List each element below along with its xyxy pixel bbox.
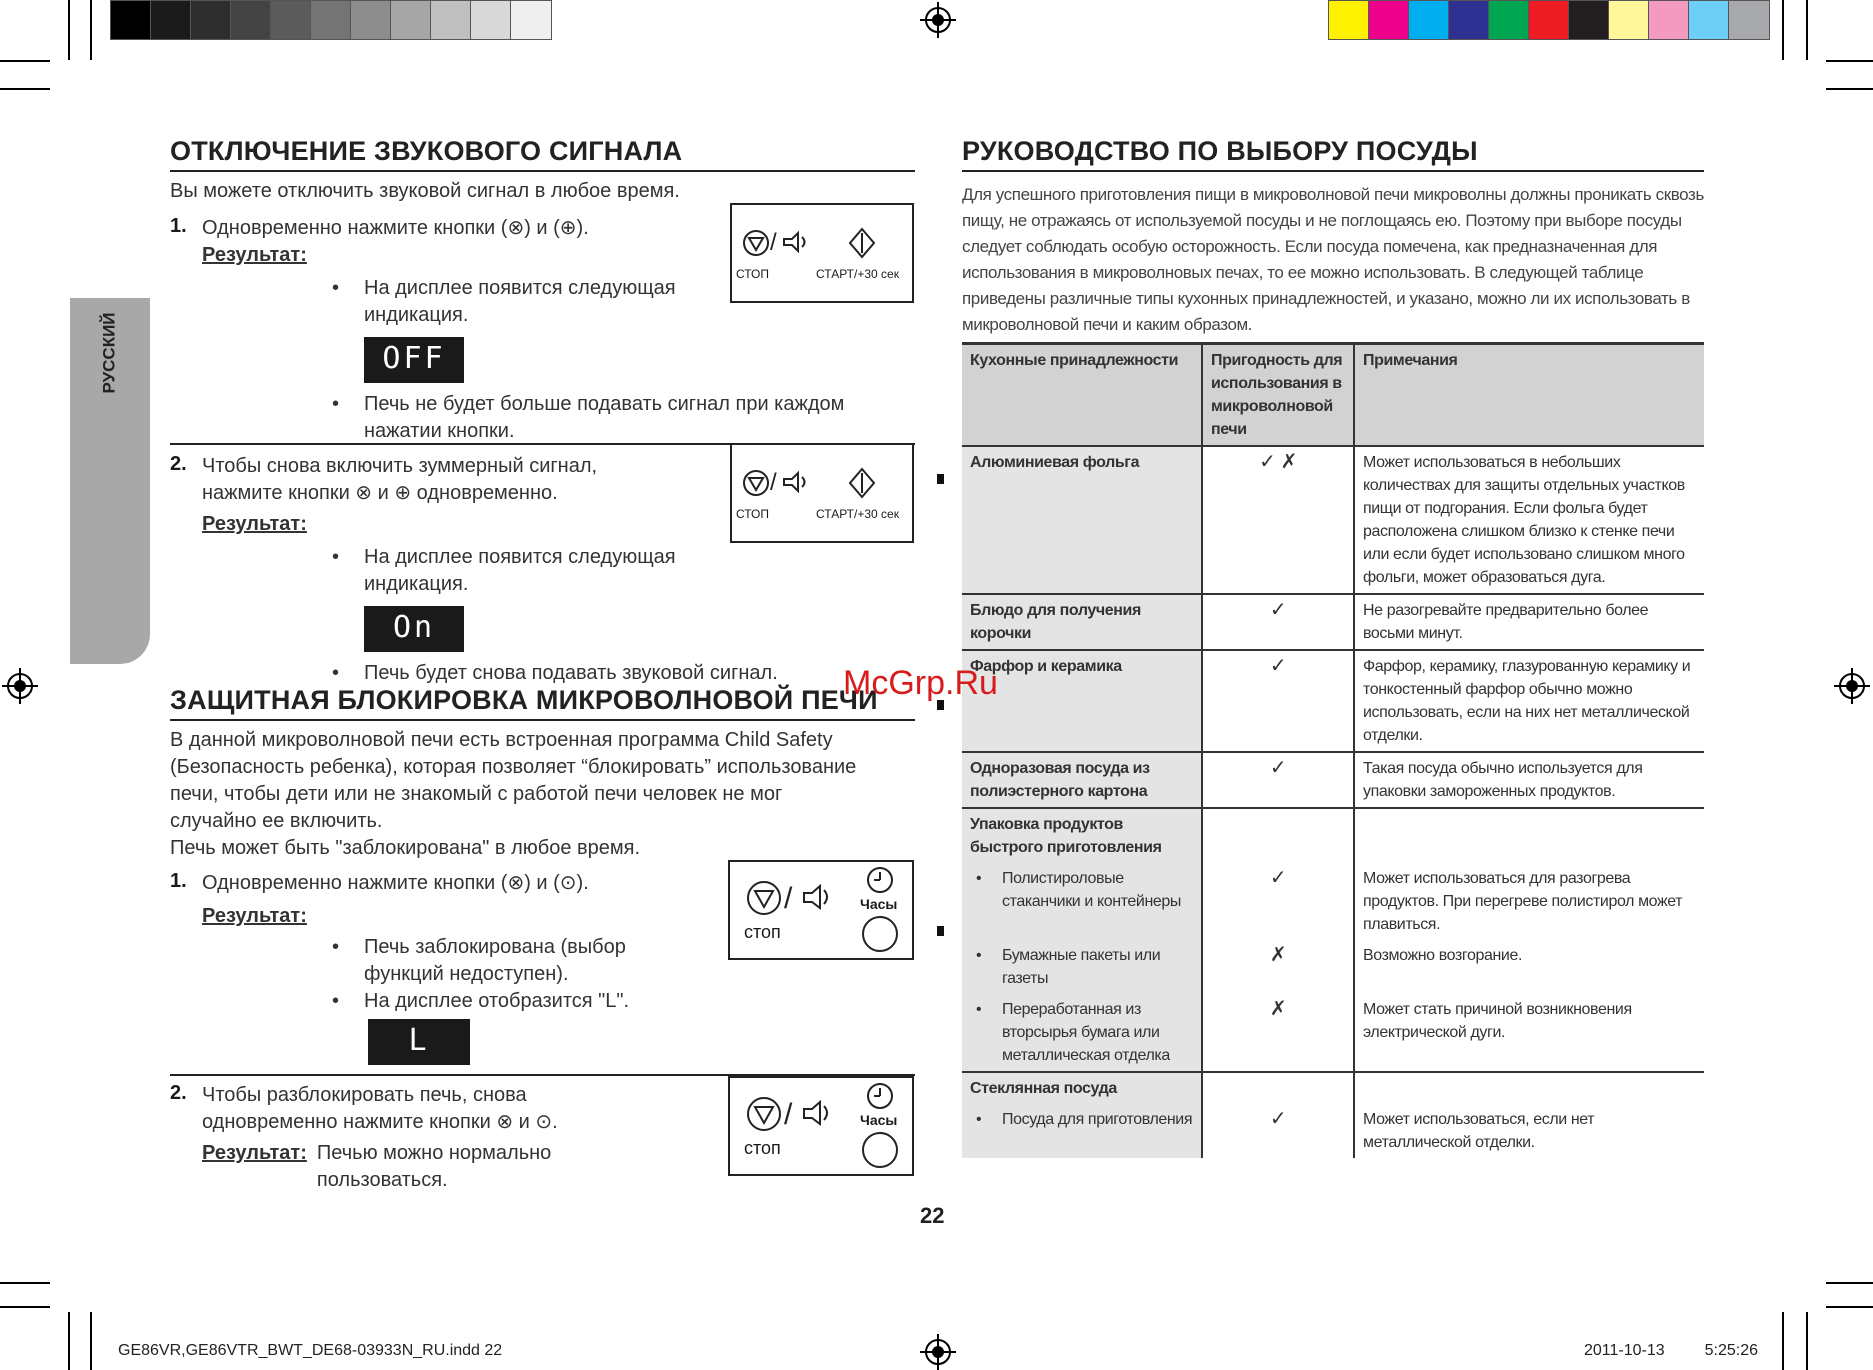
table-cell-item: Блюдо для получения корочки (962, 594, 1202, 650)
table-cell-note: Может использоваться в небольших количествах для защиты отдельных участков пищи от подгорания. Если фольга будет расположена слишком близко к стенке печи или если будет использовано слишком много фольги, может образоваться дуга. (1354, 446, 1704, 594)
footer-date: 2011-10-13 (1584, 1342, 1665, 1359)
table-cell-item: Упаковка продуктов быстрого приготовления (962, 808, 1202, 863)
result-bullet: • Печь заблокирована (выбор функций недоступен). (332, 934, 692, 988)
crop-mark (90, 1312, 92, 1370)
footer-filename: GE86VR,GE86VTR_BWT_DE68-03933N_RU.indd 22 (118, 1342, 503, 1359)
section-title-cookware: РУКОВОДСТВО ПО ВЫБОРУ ПОСУДЫ (962, 136, 1704, 172)
table-row (962, 940, 1704, 994)
column-marker (937, 474, 944, 484)
color-swatch (1729, 1, 1769, 39)
crop-mark (1782, 0, 1784, 60)
mute-speaker-icon (804, 1102, 827, 1124)
clock-button-icon (863, 1133, 897, 1167)
color-swatch (1529, 1, 1569, 39)
stop-button-icon (744, 231, 768, 255)
table-cell-item: Фарфор и керамика (962, 650, 1202, 752)
table-cell-note: Не разогревайте предварительно более восьми минут. (1354, 594, 1704, 650)
start-label: СТАРТ/+30 сек (816, 267, 899, 281)
start-button-icon (850, 469, 874, 497)
display-indicator (368, 1019, 915, 1065)
table-cell-subitem: • Посуда для приготовления (970, 1108, 1193, 1131)
left-column (170, 136, 915, 1191)
footer-time: 5:25:26 (1704, 1342, 1759, 1359)
table-cell-suitability: ✓ (1202, 863, 1354, 940)
color-swatch (1489, 1, 1529, 39)
step-text: Одновременно нажмите кнопки (⊗) и (⊙). (202, 872, 589, 894)
language-side-tab (70, 298, 150, 664)
color-swatch (111, 1, 151, 39)
color-bar (1328, 0, 1770, 40)
column-marker (937, 926, 944, 936)
crop-mark (1806, 0, 1808, 60)
table-cell-note: Может использоваться для разогрева продуктов. При перегреве полистирол может плавиться. (1363, 870, 1683, 933)
table-cell-item: Алюминиевая фольга (962, 446, 1202, 594)
clock-label: Часы (860, 1112, 898, 1128)
table-header: Кухонные принадлежности (962, 344, 1202, 447)
stop-start-panel (730, 203, 914, 303)
result-bullet: • На дисплее отобразится "L". (332, 988, 732, 1015)
crop-mark (0, 88, 50, 90)
table-row (962, 650, 1704, 752)
step-text: Чтобы разблокировать печь, снова одновременно нажмите кнопки ⊗ и ⊙. (202, 1084, 558, 1133)
clock-icon (868, 1084, 892, 1108)
lcd-display: L (368, 1019, 470, 1065)
start-label: СТАРТ/+30 сек (816, 507, 899, 521)
sound-off-step-1 (170, 215, 915, 442)
table-cell-item: Стеклянная посуда (962, 1072, 1202, 1104)
lcd-display: OFF (364, 337, 464, 383)
color-swatch (1609, 1, 1649, 39)
crop-mark (90, 0, 92, 60)
result-label: Результат: (202, 513, 307, 535)
table-cell-suitability: ✓ ✗ (1202, 446, 1354, 594)
start-button-icon (850, 229, 874, 257)
display-indicator (364, 606, 915, 652)
table-cell-suitability: ✓ (1202, 594, 1354, 650)
color-swatch (311, 1, 351, 39)
color-swatch (191, 1, 231, 39)
child-lock-intro-2: Печь может быть "заблокирована" в любое время. (170, 837, 640, 859)
sound-off-step-2 (170, 453, 915, 684)
crop-mark (0, 1306, 50, 1308)
stop-button-icon (748, 1098, 780, 1130)
svg-text:/: / (770, 229, 777, 256)
crop-mark (1806, 1312, 1808, 1370)
table-cell-suitability: ✓ (1202, 650, 1354, 752)
table-row (962, 994, 1704, 1072)
stop-start-panel (730, 443, 914, 543)
step-text: Одновременно нажмите кнопки (⊗) и (⊕). (202, 217, 589, 239)
color-swatch (1329, 1, 1369, 39)
clock-button-icon (863, 917, 897, 951)
stop-label: стоп (744, 1138, 781, 1158)
table-row (962, 863, 1704, 940)
table-cell-note: Может стать причиной возникновения электрической дуги. (1354, 994, 1704, 1072)
table-row (962, 1072, 1704, 1104)
table-cell-suitability: ✓ (1202, 1104, 1354, 1158)
table-row (962, 752, 1704, 808)
color-swatch (151, 1, 191, 39)
cookware-table (962, 342, 1704, 1158)
crop-mark (0, 60, 50, 62)
clock-label: Часы (860, 896, 898, 912)
crop-mark (1826, 60, 1873, 62)
watermark: McGrp.Ru (843, 664, 998, 702)
color-swatch (231, 1, 271, 39)
table-cell-note: Может использоваться, если нет металлической отделки. (1363, 1111, 1595, 1151)
result-bullet: • На дисплее появится следующая индикация. (332, 544, 732, 598)
crop-mark (1826, 1282, 1873, 1284)
color-swatch (471, 1, 511, 39)
table-cell-note: Фарфор, керамику, глазурованную керамику и тонкостенный фарфор обычно можно использовать, если на них нет металлической отделки. (1354, 650, 1704, 752)
result-bullet: • На дисплее появится следующая индикация. (332, 275, 732, 329)
stop-label: СТОП (736, 267, 770, 281)
stop-label: СТОП (736, 507, 770, 521)
crop-mark (0, 1282, 50, 1284)
table-cell-note: Возможно возгорание. (1363, 947, 1523, 964)
mute-speaker-icon (804, 886, 827, 908)
section-title-child-lock: ЗАЩИТНАЯ БЛОКИРОВКА МИКРОВОЛНОВОЙ ПЕЧИ (170, 685, 915, 721)
table-header-row (962, 344, 1704, 447)
step-number: 2. (170, 1082, 187, 1104)
display-indicator (364, 337, 915, 383)
lcd-display: On (364, 606, 464, 652)
registration-mark-icon (2, 668, 38, 704)
crop-mark (68, 1312, 70, 1370)
right-column (962, 136, 1704, 338)
color-swatch (431, 1, 471, 39)
result-text: Печью можно нормально пользоваться. (316, 1142, 552, 1191)
crop-mark (1782, 1312, 1784, 1370)
color-swatch (511, 1, 551, 39)
color-swatch (1449, 1, 1489, 39)
stop-clock-panel (728, 860, 914, 960)
color-swatch (351, 1, 391, 39)
color-swatch (1689, 1, 1729, 39)
mute-speaker-icon (784, 233, 805, 251)
result-label: Результат: (202, 244, 307, 266)
step-number: 2. (170, 453, 187, 475)
section-title-sound-off: ОТКЛЮЧЕНИЕ ЗВУКОВОГО СИГНАЛА (170, 136, 915, 172)
table-row (962, 594, 1704, 650)
color-swatch (391, 1, 431, 39)
child-lock-step-2 (170, 1082, 915, 1191)
table-cell-suitability: ✗ (1202, 940, 1354, 994)
table-row (962, 1104, 1704, 1158)
table-header: Примечания (1354, 344, 1704, 447)
registration-mark-icon (920, 2, 956, 38)
svg-text:/: / (784, 882, 793, 915)
table-cell-subitem: • Переработанная из вторсырья бумага или металлическая отделка (970, 998, 1193, 1067)
table-header: Пригодность для использования в микроволновой печи (1202, 344, 1354, 447)
svg-text:/: / (784, 1098, 793, 1131)
registration-mark-icon (1834, 668, 1870, 704)
grayscale-bar (110, 0, 552, 40)
cookware-intro: Для успешного приготовления пищи в микроволновой печи микроволны должны проникать сквозь пищу, не отражаясь от используемой посуды и не поглощаясь ею. Поэтому при выборе посуды следует соблюдать особую осторожность. Если посуда помечена, как предназначенная для использования в микроволновых печах, то ее можно использовать. В следующей таблице приведены различные типы кухонных принадлежностей, и указано, можно ли их использовать в микроволновой печи и каким образом. (962, 185, 1704, 334)
table-cell-subitem: • Бумажные пакеты или газеты (970, 944, 1193, 990)
sound-off-intro: Вы можете отключить звуковой сигнал в любое время. (170, 180, 680, 202)
stop-label: стоп (744, 922, 781, 942)
clock-icon (868, 868, 892, 892)
table-cell-note: Такая посуда обычно используется для упаковки замороженных продуктов. (1354, 752, 1704, 808)
registration-mark-icon (920, 1334, 956, 1370)
table-cell-item: Одноразовая посуда из полиэстерного картона (962, 752, 1202, 808)
language-tab-label: РУССКИЙ (100, 312, 119, 394)
table-cell-suitability: ✗ (1202, 994, 1354, 1072)
svg-text:/: / (770, 469, 777, 496)
step-text: Чтобы снова включить зуммерный сигнал, нажмите кнопки ⊗ и ⊕ одновременно. (202, 455, 598, 504)
child-lock-intro: В данной микроволновой печи есть встроенная программа Child Safety (Безопасность ребенка), которая позволяет “блокировать” использование печи, чтобы дети или не знакомый с работой печи человек не мог случайно ее включить. (170, 729, 857, 832)
footer-timestamp (1584, 1342, 1758, 1360)
result-bullet: • Печь будет снова подавать звуковой сигнал. (332, 660, 902, 687)
child-lock-step-1 (170, 870, 915, 1062)
result-bullet: • Печь не будет больше подавать сигнал при каждом нажатии кнопки. (332, 391, 902, 445)
step-number: 1. (170, 215, 187, 237)
color-swatch (1409, 1, 1449, 39)
stop-button-icon (748, 882, 780, 914)
table-row (962, 446, 1704, 594)
result-label: Результат: (202, 905, 307, 927)
color-swatch (1569, 1, 1609, 39)
crop-mark (1826, 88, 1873, 90)
table-cell-subitem: • Полистироловые стаканчики и контейнеры (970, 867, 1193, 913)
table-row (962, 808, 1704, 863)
crop-mark (1826, 1306, 1873, 1308)
color-swatch (1369, 1, 1409, 39)
color-swatch (1649, 1, 1689, 39)
page-number: 22 (920, 1203, 945, 1228)
stop-button-icon (744, 471, 768, 495)
result-label: Результат: (202, 1142, 307, 1164)
crop-mark (68, 0, 70, 60)
mute-speaker-icon (784, 473, 805, 491)
color-swatch (271, 1, 311, 39)
table-cell-suitability: ✓ (1202, 752, 1354, 808)
step-number: 1. (170, 870, 187, 892)
stop-clock-panel (728, 1076, 914, 1176)
